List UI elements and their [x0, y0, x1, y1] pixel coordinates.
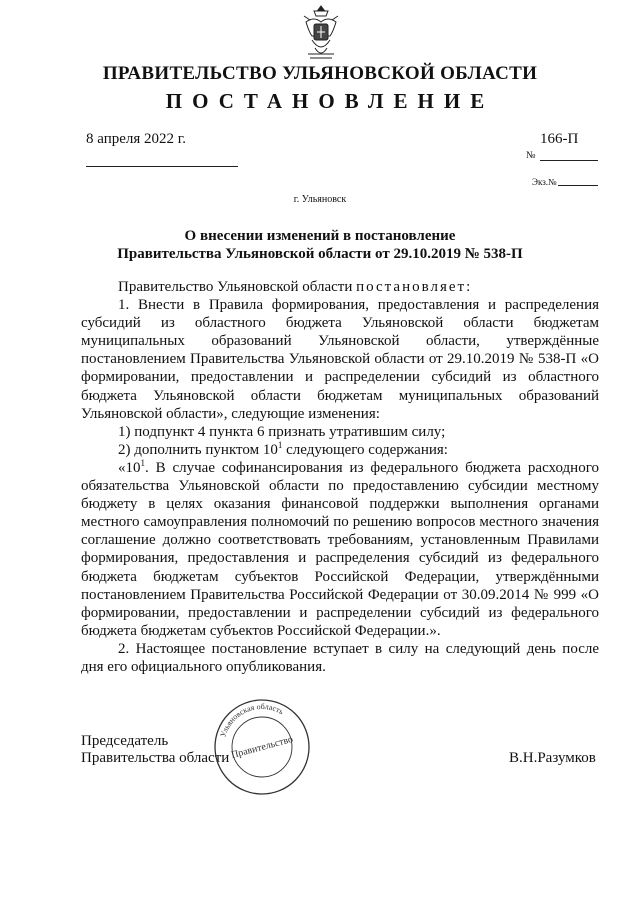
copy-number-mark: Экз.№ — [532, 177, 557, 187]
paragraph-2: 2. Настоящее постановление вступает в силу на следующий день после дня его официального опубликования. — [81, 640, 599, 675]
number-mark: № — [526, 150, 536, 161]
decree-body — [81, 278, 599, 676]
paragraph-10-1: «$10^1$. В случае софинансирования из федерального бюджета расходного обязательства Ульяновской области по предоставлению субсидии местному бюджету в целях оказания финансовой поддержки выполнения органами местного самоуправления полномочий по решению вопросов местного значения соглашение должно соответствовать требованиям, установленным Правилами формирования, предоставления и распределения субсидий из федерального бюджета бюджетам субъектов Российской Федерации, утверждёнными постановлением Правительства Российской Федерации от 30.09.2014 № 999 «О формировании, предоставлении и распределении субсидий из федерального бюджета бюджетам субъектов Российской Федерации.». — [81, 457, 599, 639]
date-underline — [86, 166, 238, 167]
official-stamp — [212, 697, 312, 797]
decree-date: 8 апреля 2022 г. — [86, 131, 186, 147]
decree-number: 166-П — [540, 131, 579, 147]
subparagraph-2: 2) дополнить пунктом $10^1$ следующего содержания: — [118, 439, 448, 458]
document-type-title: ПОСТАНОВЛЕНИЕ — [165, 89, 495, 113]
number-underline — [540, 160, 598, 161]
signatory-name: В.Н.Разумков — [509, 750, 596, 766]
subject-line-2: Правительства Ульяновской области от 29.10.2019 № 538-П — [117, 246, 523, 262]
subparagraph-1: 1) подпункт 4 пункта 6 признать утратившим силу; — [118, 423, 446, 440]
stamp-center-text: Правительство — [230, 733, 295, 762]
copy-number-underline — [558, 185, 598, 186]
signatory-position: Председатель Правительства области — [81, 733, 230, 766]
coat-of-arms-icon — [300, 4, 342, 62]
svg-text:Ульяновская область: Ульяновская область — [218, 701, 286, 739]
intro-paragraph: Правительство Ульяновской области постановляет: — [118, 279, 473, 295]
city: г. Ульяновск — [293, 194, 347, 205]
paragraph-1: 1. Внести в Правила формирования, предоставления и распределения субсидий из областного бюджета Ульяновской области бюджетам муниципальных образований Ульяновской области, утверждённые постановлением Правительства Ульяновской области от 29.10.2019 № 538-П «О формировании, предоставлении и распределении субсидий из областного бюджета Ульяновской области бюджетам муниципальных образований Ульяновской области», следующие изменения: — [81, 297, 599, 422]
government-title: ПРАВИТЕЛЬСТВО УЛЬЯНОВСКОЙ ОБЛАСТИ — [102, 63, 538, 84]
decree-subject — [0, 227, 640, 263]
subject-line-1: О внесении изменений в постановление — [184, 228, 456, 244]
resolves-word: постановляет: — [356, 279, 473, 295]
